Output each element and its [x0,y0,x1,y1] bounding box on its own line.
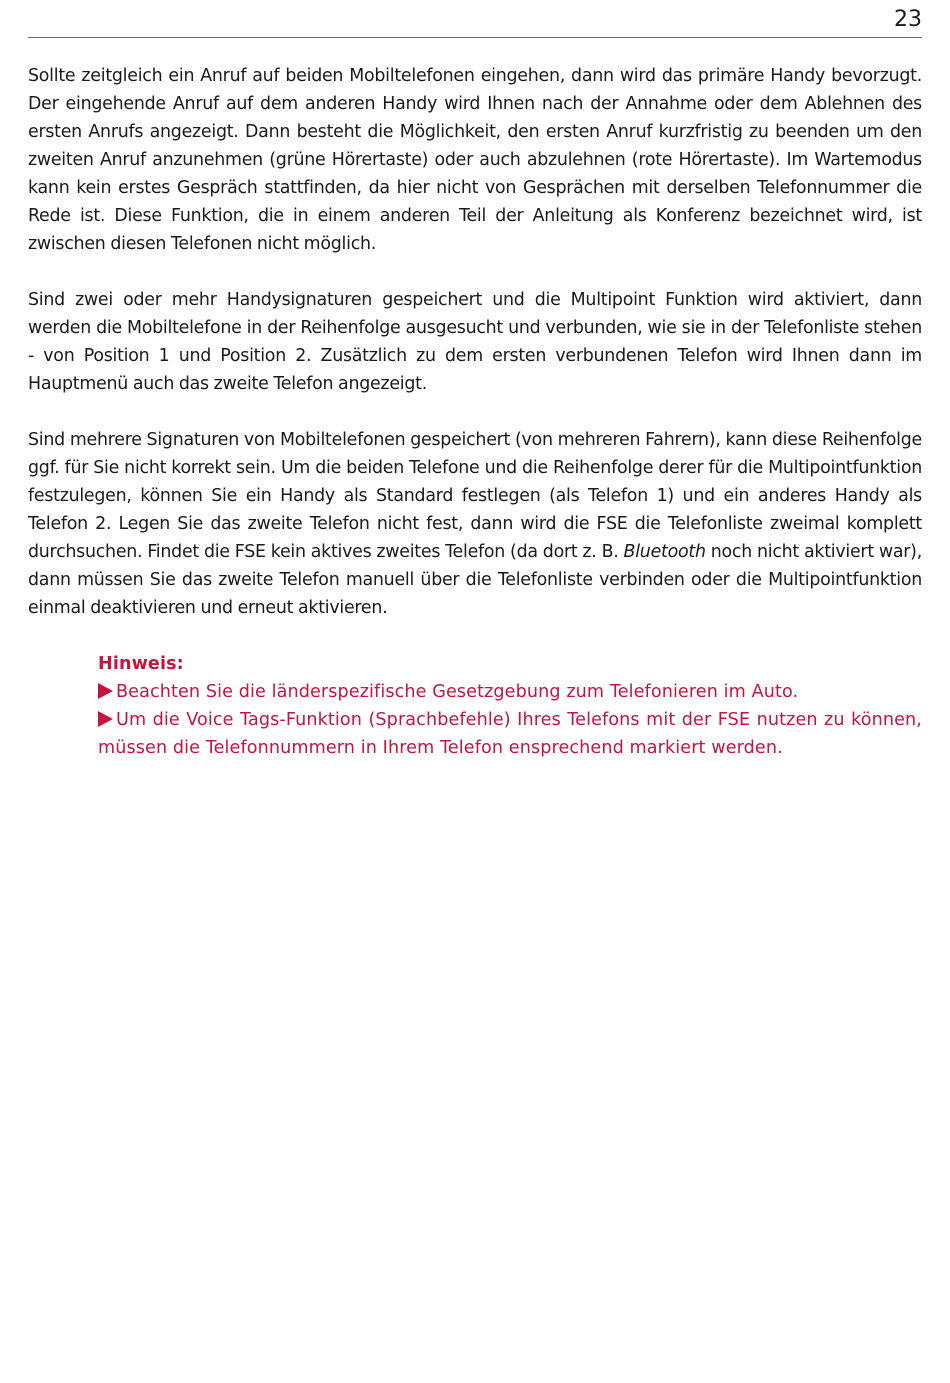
paragraph-call-handling: Sollte zeitgleich ein Anruf auf beiden Mobiltelefonen eingehen, dann wird das primäre Handy bevorzugt. Der eingehende Anruf auf dem anderen Handy wird Ihnen nach der Annahme oder dem Ablehnen des ersten Anrufs angezeigt. Dann besteht die Möglichkeit, den ersten Anruf kurzfristig zu beenden um den zweiten Anruf anzunehmen (grüne Hörertaste) oder auch abzulehnen (rote Hörertaste). Im Wartemodus kann kein erstes Gespräch stattfinden, da hier nicht von Gesprächen mit derselben Telefonnummer die Rede ist. Diese Funktion, die in einem anderen Teil der Anleitung als Konferenz bezeichnet wird, ist zwischen diesen Telefonen nicht möglich. [28,66,922,254]
body-text [28,62,922,622]
paragraph-text-part: noch nicht aktiviert war), dann müssen Sie das zweite Telefon manuell über die Telefonliste verbinden oder die Multipointfunktion einmal deaktivieren und erneut aktivieren. [28,542,922,618]
right-triangle-icon [98,683,113,699]
paragraph-spacer [28,398,922,426]
note-item-text: Um die Voice Tags-Funktion (Sprachbefehle) Ihres Telefons mit der FSE nutzen zu können, müssen die Telefonnummern in Ihrem Telefon ensprechend markiert werden. [98,710,922,758]
paragraph-standard-phone [28,426,922,622]
header-divider [28,37,922,38]
page-number: 23 [894,7,922,32]
note-item-text: Beachten Sie die länderspezifische Gesetzgebung zum Telefonieren im Auto. [116,682,799,702]
bluetooth-emphasis: Bluetooth [623,542,706,562]
right-triangle-icon [98,711,113,727]
paragraph-text-part: Sind mehrere Signaturen von Mobiltelefonen gespeichert (von mehreren Fahrern), kann diese Reihenfolge ggf. für Sie nicht korrekt sein. Um die beiden Telefone und die Reihenfolge derer für die Multipointfunktion festzulegen, können Sie ein Handy als Standard festlegen (als Telefon 1) und ein anderes Handy als Telefon 2. Legen Sie das zweite Telefon nicht fest, dann wird die FSE die Telefonliste zweimal komplett durchsuchen. Findet die FSE kein aktives zweites Telefon (da dort z. B. [28,430,922,562]
paragraph-spacer [28,258,922,286]
note-item [98,706,922,762]
note-item [98,678,922,706]
note-title: Hinweis: [98,654,184,674]
note-box [98,650,922,762]
paragraph-multipoint-order: Sind zwei oder mehr Handysignaturen gespeichert und die Multipoint Funktion wird aktiviert, dann werden die Mobiltelefone in der Reihenfolge ausgesucht und verbunden, wie sie in der Telefonliste stehen - von Position 1 und Position 2. Zusätzlich zu dem ersten verbundenen Telefon wird Ihnen dann im Hauptmenü auch das zweite Telefon angezeigt. [28,290,922,394]
